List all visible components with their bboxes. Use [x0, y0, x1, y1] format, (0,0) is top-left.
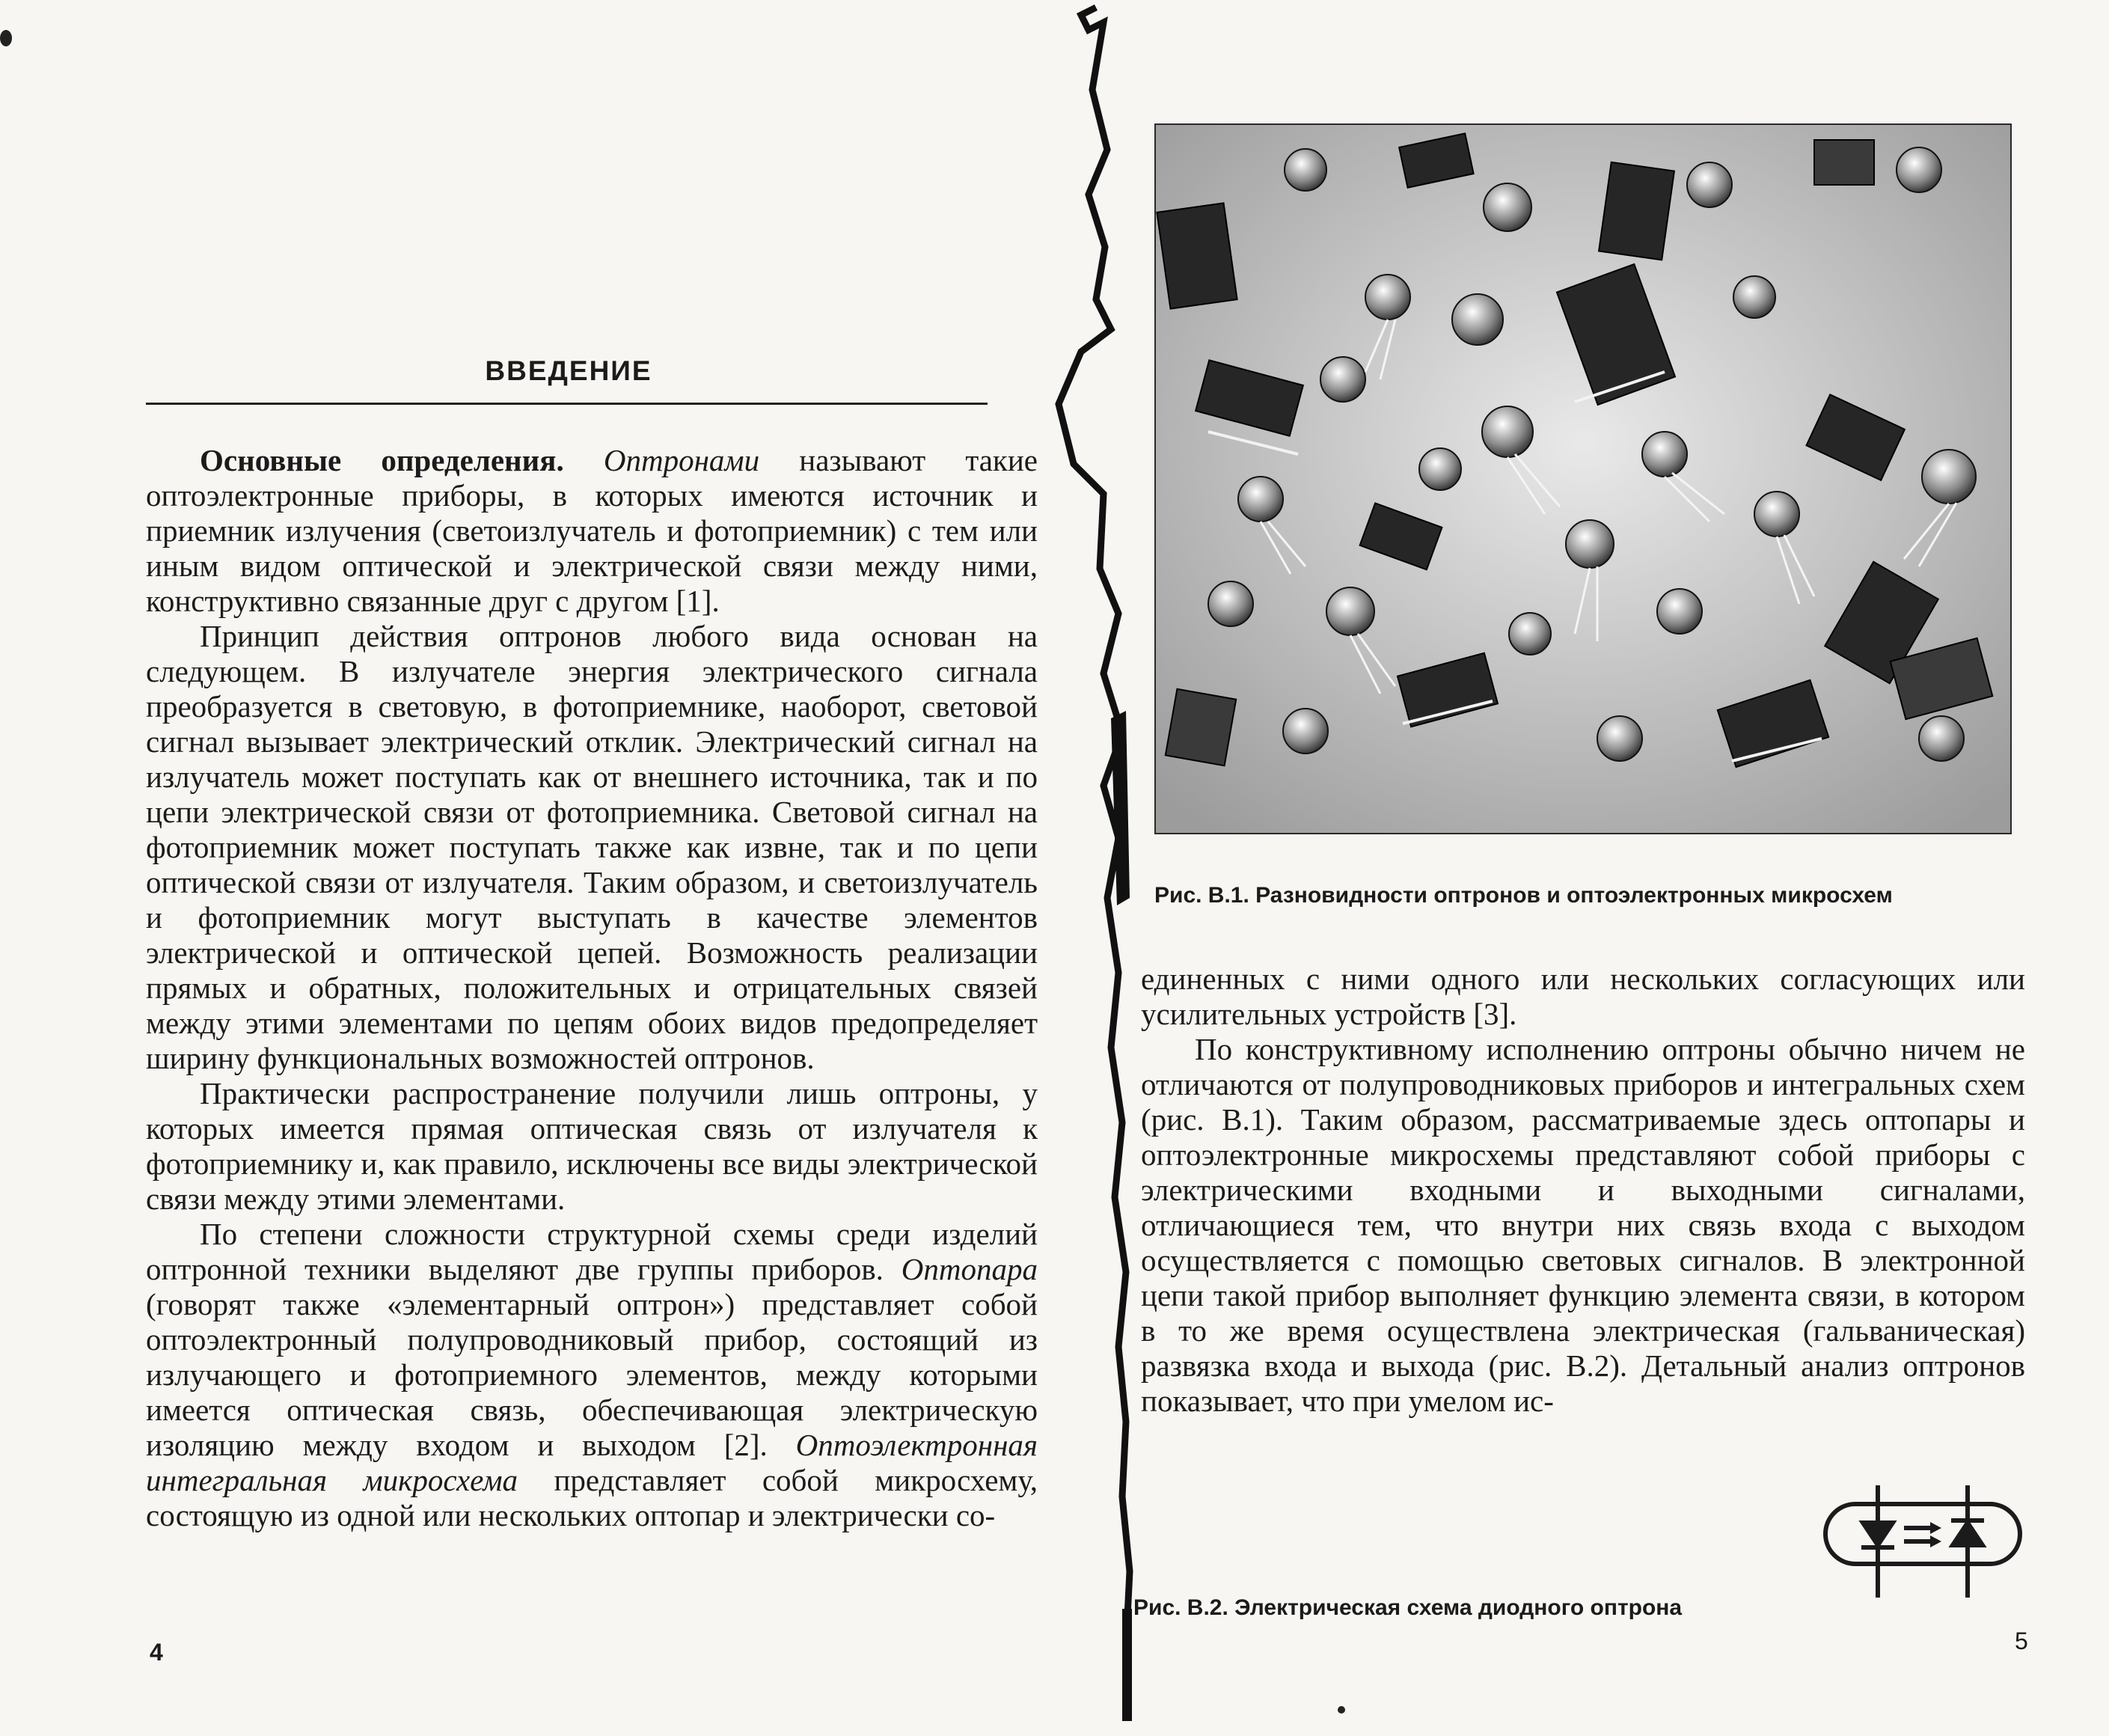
- complexity-text-c: представляет собой микросхему, состоящую из одной или нескольких оптопар и электрически со-: [146, 1463, 1038, 1532]
- ic-term: Оптоэлектронная интегральная микросхема: [146, 1428, 1038, 1497]
- complexity-text-b: (говорят также «элементарный оптрон») представляет собой оптоэлектронный полупроводниковый прибор, состоящий из излучающего и фотоприемного элементов, между которыми имеется оптическая связь, обеспечивающая электрическую изоляцию между входом и выходом [2].: [146, 1287, 1038, 1462]
- diode-optocoupler-schematic: [1818, 1482, 2027, 1601]
- paragraph-design: По конструктивному исполнению оптроны обычно ничем не отличаются от полупроводниковых приборов и интегральных схем (рис. В.1). Таким образом, рассматриваемые здесь оптопары и оптоэлектронные микросхемы представляют собой приборы с электрическими входными и выходными сигналами, отличающиеся тем, что внутри них связь входа с выходом осуществляется с помощью световых сигналов. В электронной цепи такой прибор выполняет функцию элемента связи, в котором в то же время осуществлена электрическая (гальваническая) развязка входа и выхода (рис. В.2). Детальный анализ оптронов показывает, что при умелом ис-: [1141, 1032, 2025, 1418]
- figure1-caption: Рис. В.1. Разновидности оптронов и оптоэлектронных микросхем: [1154, 883, 1893, 908]
- optopair-term: Оптопара: [901, 1252, 1038, 1286]
- complexity-text-a: По степени сложности структурной схемы среди изделий оптронной техники выделяют две группы приборов.: [146, 1217, 1038, 1286]
- page-number-right: 5: [2015, 1628, 2028, 1654]
- title-rule: [146, 403, 988, 405]
- page-number-left: 4: [150, 1639, 163, 1666]
- section-title: ВВЕДЕНИЕ: [485, 355, 652, 386]
- paragraph-definitions: [146, 443, 1038, 619]
- definitions-term: Оптронами: [603, 443, 760, 477]
- right-text-column: [1141, 962, 2025, 1419]
- torn-gutter: [1051, 0, 1133, 1736]
- paragraph-continuation: единенных с ними одного или нескольких согласующих или усилительных устройств [3].: [1141, 962, 2025, 1031]
- paragraph-complexity: [146, 1217, 1038, 1533]
- figure-photo-optocouplers: [1154, 123, 2012, 834]
- photo-illustration: [1156, 125, 2010, 833]
- left-text-column: [146, 443, 1038, 1533]
- scan-speck: [0, 30, 12, 46]
- paragraph-principle: Принцип действия оптронов любого вида основан на следующем. В излучателе энергия электрического сигнала преобразуется в световую, в фотоприемнике, наоборот, световой сигнал вызывает электрический отклик. Электрический сигнал на излучатель может поступать как от внешнего источника, так и по цепи электрической связи от фотоприемника. Световой сигнал на фотоприемник может поступать также как извне, так и по цепи оптической связи от излучателя. Таким образом, и светоизлучатель и фотоприемник могут выступать в качестве элементов электрической и оптической цепей. Возможность реализации прямых и обратных, положительных и отрицательных связей между этими элементами по цепям обоих видов предопределяет ширину функциональных возможностей оптронов.: [146, 619, 1038, 1075]
- figure2-caption: Рис. В.2. Электрическая схема диодного оптрона: [1133, 1595, 1683, 1620]
- scan-speck: [1338, 1706, 1345, 1714]
- paragraph-practice: Практически распространение получили лишь оптроны, у которых имеется прямая оптическая связь от излучателя к фотоприемнику и, как правило, исключены все виды электрической связи между этими элементами.: [146, 1076, 1038, 1216]
- definitions-text: называют такие оптоэлектронные приборы, в которых имеются источник и приемник излучения (светоизлучатель и фотоприемник) с тем или иным видом оптической и электрической связи между ними, конструктивно связанные друг с другом [1].: [146, 443, 1038, 618]
- definitions-lead: Основные определения.: [200, 443, 564, 477]
